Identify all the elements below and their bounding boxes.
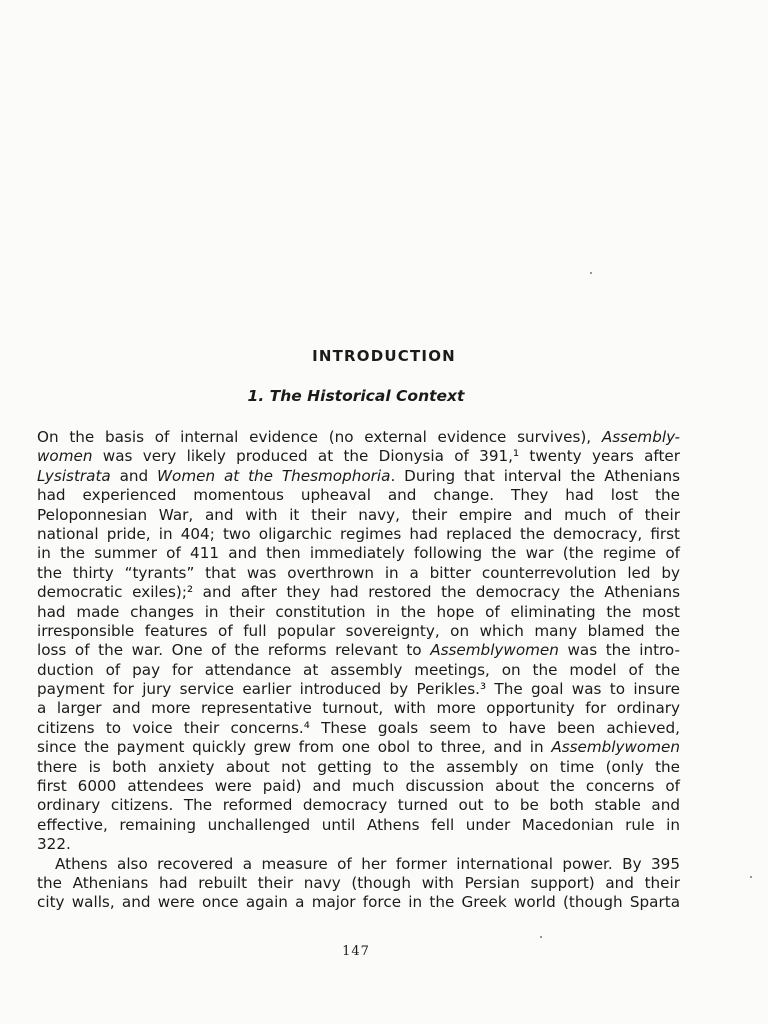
section-heading [0,387,712,405]
text-run: the Athenians had rebuilt their navy (though with Persian support) and their [37,873,680,892]
text-line [37,486,680,505]
text-run: in the summer of 411 and then immediately following the war (the regime of [37,544,680,563]
text-run: the thirty “tyrants” that was overthrown in a bitter counterrevolution led by [37,563,680,582]
italic-title: Assembly- [601,428,680,446]
text-run: was very likely produced at the Dionysia of 391,¹ twenty years after [92,447,680,466]
text-line [37,835,680,854]
italic-title: Lysistrata [37,466,111,485]
chapter-heading: INTRODUCTION [312,347,456,365]
text-line [37,428,680,447]
text-line [37,467,680,486]
text-line [37,525,680,544]
body-text [37,428,680,913]
text-run: city walls, and were once again a major force in the Greek world (though Sparta [37,893,680,912]
scan-speck [750,876,752,878]
italic-title: Women at the Thesmophoria [157,466,391,485]
text-run: Athens also recovered a measure of her former international power. By 395 [55,854,680,873]
text-line [37,661,680,680]
text-line [37,777,680,796]
text-line [37,506,680,525]
text-run: On the basis of internal evidence (no external evidence survives), [37,428,602,446]
text-line [37,816,680,835]
text-line [37,719,680,738]
text-line [37,603,680,622]
text-run: a larger and more representative turnout, with more opportunity for ordinary [37,699,680,718]
section-title: The Historical Context [269,387,465,405]
text-run: irresponsible features of full popular sovereignty, on which many blamed the [37,621,680,640]
text-line [37,855,680,874]
text-line [37,447,680,466]
text-run: citizens to voice their concerns.⁴ These goals seem to have been achieved, [37,718,680,737]
text-run: effective, remaining unchallenged until Athens fell under Macedonian rule in [37,815,680,834]
text-run: was the intro- [558,641,680,660]
text-run: Peloponnesian War, and with it their navy, their empire and much of their [37,505,680,524]
text-run: . During that interval the Athenians [390,466,680,485]
text-run: payment for jury service earlier introduced by Perikles.³ The goal was to insure [37,680,680,699]
text-run: first 6000 attendees were paid) and much discussion about the concerns of [37,777,680,796]
text-line [37,699,680,718]
italic-title: Assemblywomen [430,641,559,660]
text-line [37,564,680,583]
text-run: had made changes in their constitution in the hope of eliminating the most [37,602,680,621]
text-run: and [110,466,158,485]
text-run: since the payment quickly grew from one obol to three, and in [37,738,552,757]
text-run: duction of pay for attendance at assembly meetings, on the model of the [37,660,680,679]
text-line [37,641,680,660]
text-run: 322. [37,835,71,854]
text-run: had experienced momentous upheaval and change. They had lost the [37,486,680,505]
text-line [37,758,680,777]
text-line [37,680,680,699]
italic-title: Assemblywomen [551,738,680,757]
text-line [37,583,680,602]
text-line [37,622,680,641]
text-run: loss of the war. One of the reforms relevant to [37,641,431,660]
scan-speck [590,272,592,274]
italic-title: women [37,447,93,466]
text-line [37,893,680,912]
text-line [37,796,680,815]
text-line [37,544,680,563]
text-run: national pride, in 404; two oligarchic regimes had replaced the democracy, first [37,524,680,543]
page-number: 147 [342,944,370,959]
scan-speck [540,936,542,938]
text-run: ordinary citizens. The reformed democracy turned out to be both stable and [37,796,680,815]
section-number: 1. [247,387,265,405]
text-run: there is both anxiety about not getting to the assembly on time (only the [37,757,680,776]
text-run: democratic exiles);² and after they had restored the democracy the Athenians [37,583,680,602]
text-line [37,738,680,757]
text-line [37,874,680,893]
